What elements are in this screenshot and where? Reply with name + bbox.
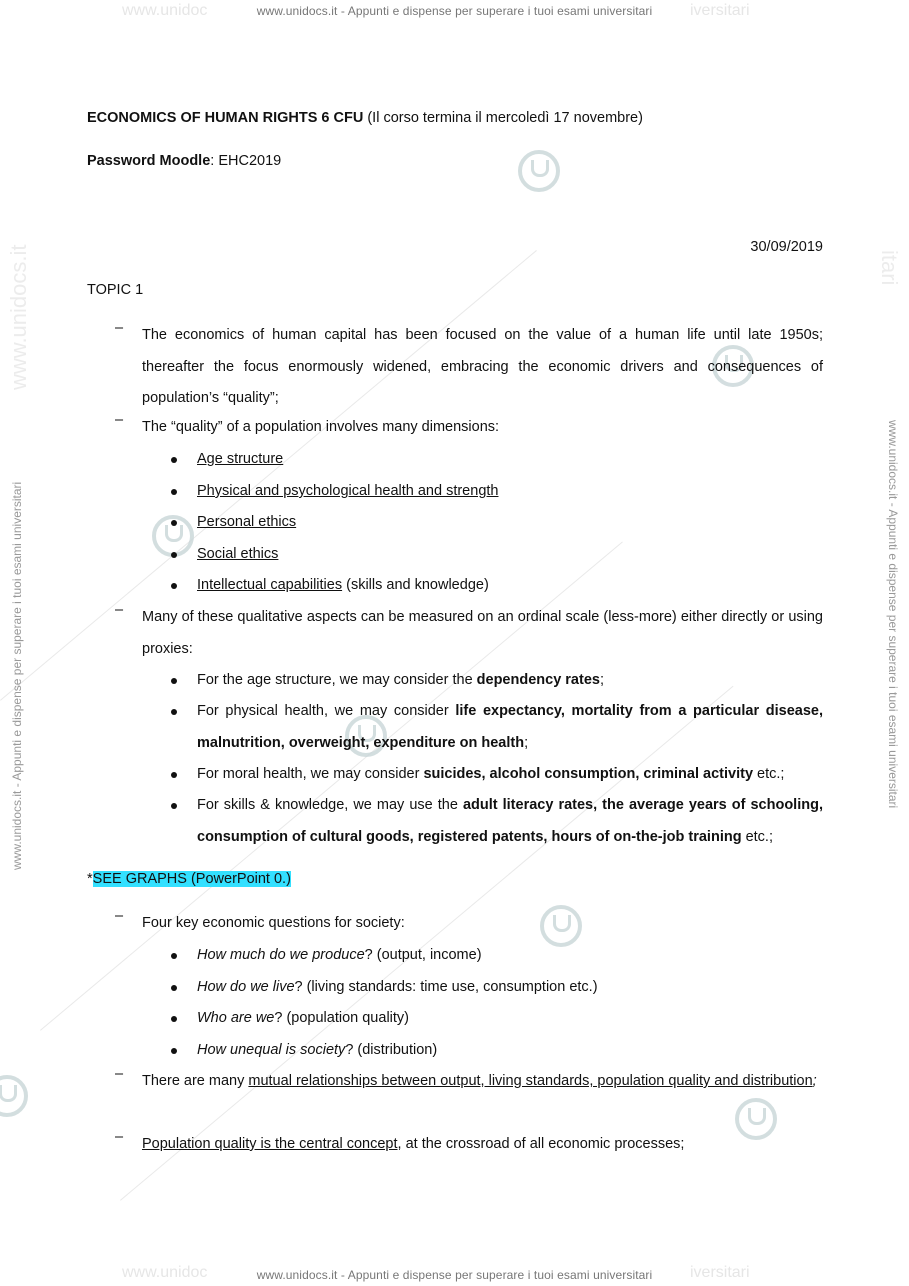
list-item <box>197 696 823 759</box>
dimension-label: Physical and psychological health and strength <box>197 483 499 499</box>
text-span: ; <box>599 672 604 688</box>
watermark-header: www.unidocs.it - Appunti e dispense per superare i tuoi esami universitari <box>256 4 653 18</box>
course-title-line <box>87 110 643 126</box>
watermark-ghost-text: www.unidoc <box>122 1264 208 1281</box>
question-italic: Who are we <box>197 1010 275 1026</box>
watermark-logo-icon <box>518 150 560 192</box>
watermark-ghost-text: www.unidoc <box>122 2 208 19</box>
course-title: ECONOMICS OF HUMAN RIGHTS 6 CFU <box>87 110 364 126</box>
text-span: etc.; <box>741 828 773 845</box>
dimension-label: Social ethics <box>197 546 279 562</box>
list-item <box>197 570 823 602</box>
password-line <box>87 153 281 169</box>
text-span: , at the crossroad of all economic processes; <box>397 1136 685 1152</box>
watermark-side-right: www.unidocs.it - Appunti e dispense per superare i tuoi esami universitari <box>886 420 900 809</box>
list-item: The economics of human capital has been focused on the value of a human life until late 1950s; thereafter the focus enormously widened, embracing the economic drivers and consequences of population’s “quality”; <box>142 327 823 406</box>
bullet-dot <box>171 583 177 589</box>
list-item: Four key economic questions for society: <box>142 915 405 931</box>
list-item <box>197 940 823 972</box>
list-item: The “quality” of a population involves many dimensions: <box>142 419 500 435</box>
bullet-dot <box>171 985 177 991</box>
list-item <box>197 790 823 853</box>
bullet-dot <box>171 552 177 558</box>
see-graphs-note <box>87 871 291 887</box>
list-item <box>197 476 823 508</box>
dash-marker: – <box>115 908 124 924</box>
bullet-dot <box>171 1048 177 1054</box>
text-span-underlined: mutual relationships between output, living standards, population quality and distribution <box>248 1073 813 1089</box>
dash-marker: – <box>115 320 124 336</box>
list-item <box>197 507 823 539</box>
text-span: ; <box>524 734 529 751</box>
list-item <box>197 759 823 791</box>
question-italic: How do we live <box>197 979 295 995</box>
watermark-side-ghost: www.unidocs.it <box>6 244 31 390</box>
watermark-logo-icon <box>0 1075 28 1117</box>
question-rest: ? (population quality) <box>274 1010 409 1026</box>
document-date: 30/09/2019 <box>750 239 823 255</box>
dimension-label: Personal ethics <box>197 514 297 530</box>
bullet-dot <box>171 953 177 959</box>
dimension-suffix: (skills and knowledge) <box>342 577 489 593</box>
dash-marker: – <box>115 1066 124 1082</box>
question-rest: ? (living standards: time use, consumption etc.) <box>294 979 598 995</box>
text-span-bold: suicides, alcohol consumption, criminal activity <box>423 766 754 782</box>
bullet-dot <box>171 772 177 778</box>
watermark-ghost-text: iversitari <box>690 1264 750 1281</box>
text-span-bold: life expectancy, mortality from a particular disease, malnutrition, overweight, expenditure on health <box>197 703 824 751</box>
bullet-dot <box>171 803 177 809</box>
text-span: For moral health, we may consider <box>197 766 424 782</box>
watermark-side-left: www.unidocs.it - Appunti e dispense per superare i tuoi esami universitari <box>10 481 24 870</box>
bullet-dot <box>171 457 177 463</box>
dimension-label: Intellectual capabilities <box>197 577 343 593</box>
list-item <box>142 1129 823 1161</box>
list-item <box>197 539 823 571</box>
bullet-dot <box>171 489 177 495</box>
dimension-label: Age structure <box>197 451 284 467</box>
watermark-ghost-text: iversitari <box>690 2 750 19</box>
text-span: etc.; <box>753 766 785 782</box>
course-note: (Il corso termina il mercoledì 17 novembre) <box>363 110 643 126</box>
dash-marker: – <box>115 602 124 618</box>
dash-marker: – <box>115 412 124 428</box>
list-item <box>142 1066 823 1098</box>
text-span-underlined: Population quality is the central concept <box>142 1136 398 1152</box>
text-span: For physical health, we may consider <box>197 703 456 719</box>
text-span-bold: adult literacy rates, the average years of schooling, consumption of cultural goods, registered patents, hours of on-the-job training <box>197 797 823 845</box>
bullet-dot <box>171 678 177 684</box>
password-value: : EHC2019 <box>210 153 282 169</box>
list-item <box>197 1035 823 1067</box>
dash-marker: – <box>115 1129 124 1145</box>
list-item <box>197 1003 823 1035</box>
password-label: Password Moodle <box>87 153 211 169</box>
list-item <box>197 444 823 476</box>
question-rest: ? (distribution) <box>345 1042 438 1058</box>
text-span-bold: dependency rates <box>476 672 600 688</box>
topic-heading: TOPIC 1 <box>87 282 144 298</box>
watermark-footer: www.unidocs.it - Appunti e dispense per superare i tuoi esami universitari <box>256 1268 653 1282</box>
list-item <box>197 665 823 697</box>
see-graphs-highlight: SEE GRAPHS (PowerPoint 0.) <box>92 871 291 887</box>
question-italic: How much do we produce <box>197 947 365 963</box>
bullet-dot <box>171 520 177 526</box>
text-span: For the age structure, we may consider the <box>197 672 477 688</box>
bullet-dot <box>171 709 177 715</box>
bullet-dot <box>171 1016 177 1022</box>
list-item: Many of these qualitative aspects can be measured on an ordinal scale (less-more) either directly or using proxies: <box>142 609 823 657</box>
question-italic: How unequal is society <box>197 1042 346 1058</box>
see-graphs-star: * <box>87 871 93 887</box>
watermark-side-ghost: itari <box>877 250 902 286</box>
list-item <box>197 972 823 1004</box>
text-span: ; <box>812 1073 817 1089</box>
text-span: For skills & knowledge, we may use the <box>197 797 463 813</box>
text-span: There are many <box>142 1073 249 1089</box>
question-rest: ? (output, income) <box>364 947 482 963</box>
